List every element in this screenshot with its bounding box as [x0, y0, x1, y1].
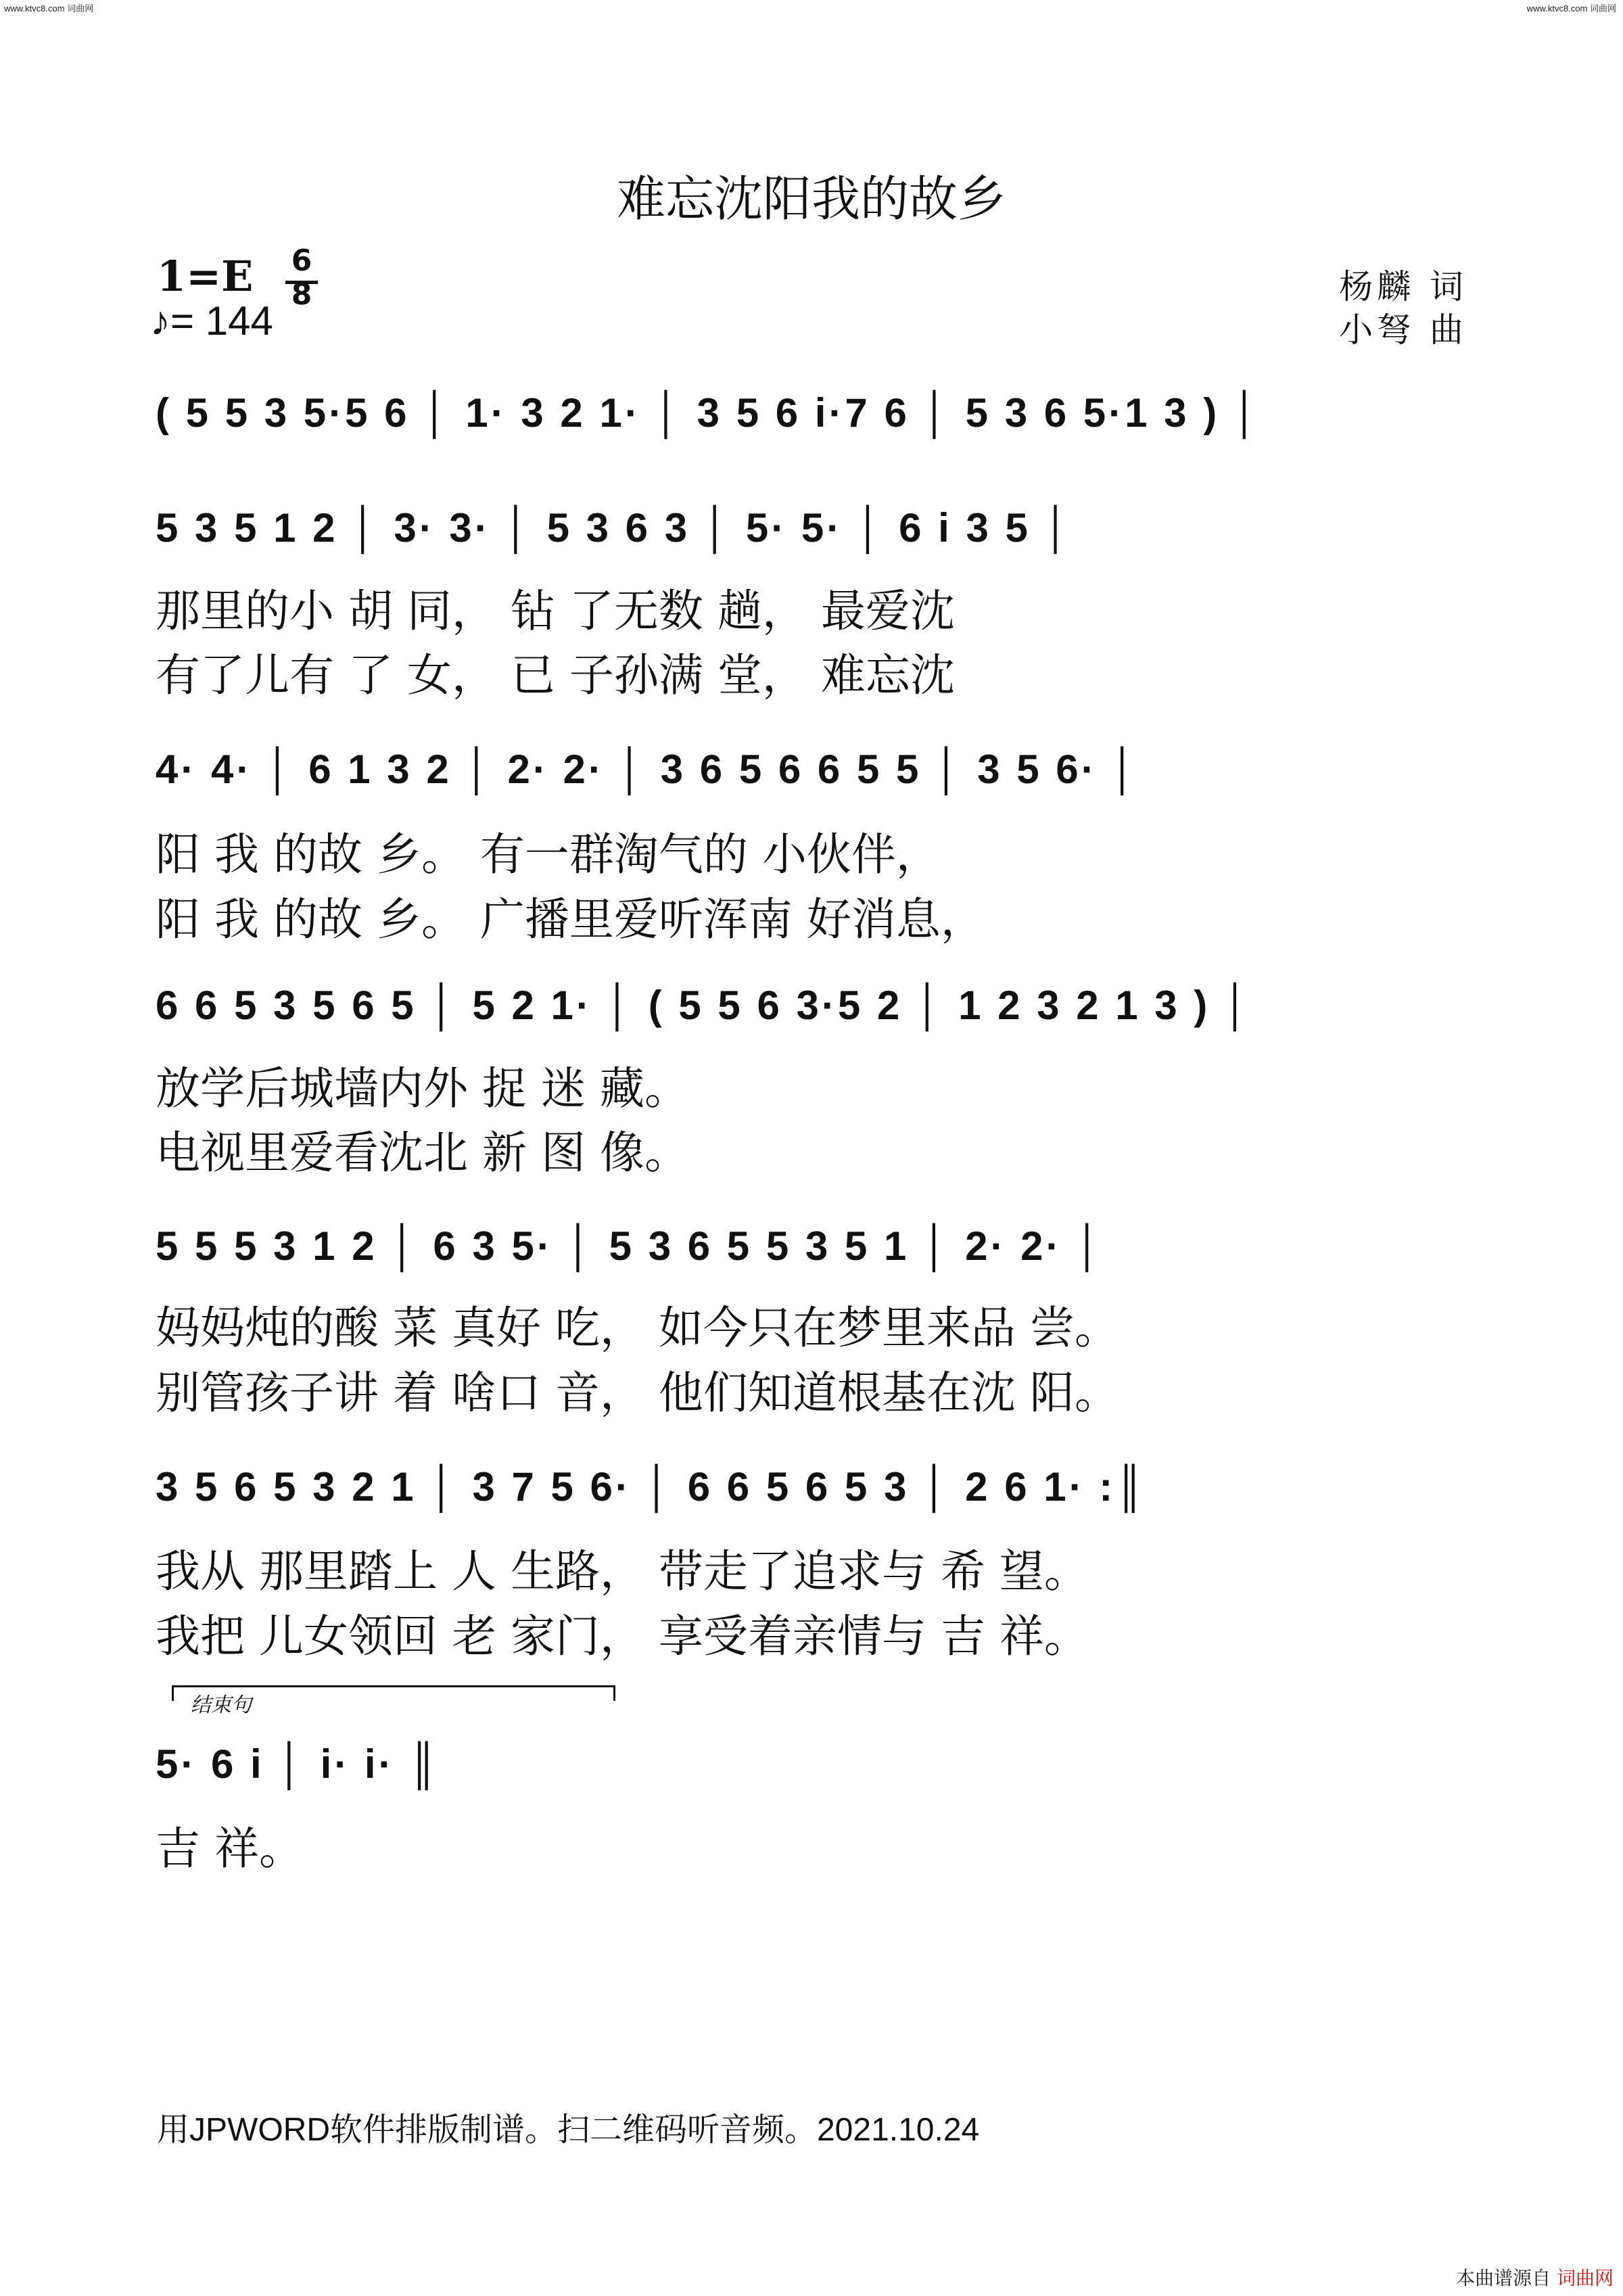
time-sig-bottom: 8	[291, 277, 312, 312]
ending-tag: 结束句	[191, 1693, 252, 1717]
notation-line-ending: 5· 6 i │ i· i· ║	[156, 1741, 440, 1787]
notation-line-1: 5 3 5 1 2 │ 3· 3· │ 5 3 6 3 │ 5· 5· │ 6 i 3 5 │	[156, 505, 1073, 550]
watermark-left-brand: 词曲网	[67, 3, 94, 14]
song-title: 难忘沈阳我的故乡	[616, 170, 1006, 227]
key-signature: 1=E	[157, 252, 254, 301]
watermark-left: www.ktvc8.com 词曲网	[4, 3, 94, 14]
notation-line-4: 5 5 5 3 1 2 │ 6 3 5· │ 5 3 6 5 5 3 5 1 │ 2· 2· │	[156, 1223, 1104, 1269]
footer-note: 用JPWORD软件排版制谱。扫二维码听音频。2021.10.24	[157, 2112, 980, 2148]
tempo-mark: ♪= 144	[150, 298, 273, 344]
notation-line-5: 3 5 6 5 3 2 1 │ 3 7 5 6· │ 6 6 5 6 5 3 │ 2 6 1· :║	[156, 1464, 1147, 1509]
watermark-right-brand: 词曲网	[1589, 3, 1616, 14]
watermark-right: www.ktvc8.com 词曲网	[1526, 3, 1616, 14]
lyric-line-3-verse-1: 放学后城墙内外 捉 迷 藏。	[156, 1062, 689, 1115]
notation-line-intro: ( 5 5 3 5·5 6 │ 1· 3 2 1· │ 3 5 6 i·7 6 │ 5 3 6 5·1 3 ) │	[156, 390, 1262, 436]
lyric-line-3-verse-2: 电视里爱看沈北 新 图 像。	[156, 1127, 689, 1179]
lyric-line-2-verse-1: 阳 我 的故 乡。 有一群淘气的 小伙伴，	[156, 828, 941, 881]
lyric-line-1-verse-2: 有了儿有 了 女， 已 子孙满 堂， 难忘沈	[156, 649, 955, 701]
lyricist-credit: 杨麟 词	[1339, 267, 1467, 306]
lyric-line-2-verse-2: 阳 我 的故 乡。 广播里爱听浑南 好消息，	[156, 893, 985, 945]
source-brand: 词曲网	[1556, 2267, 1614, 2289]
source-watermark: 本曲谱源自 词曲网	[1456, 2267, 1614, 2289]
lyric-line-5-verse-1: 我从 那里踏上 人 生路， 带走了追求与 希 望。	[156, 1545, 1089, 1597]
notation-line-2: 4· 4· │ 6 1 3 2 │ 2· 2· │ 3 6 5 6 6 5 5 │ 3 5 6· │	[156, 747, 1139, 792]
lyric-line-4-verse-2: 别管孩子讲 着 啥口 音， 他们知道根基在沈 阳。	[156, 1367, 1119, 1419]
time-sig-top: 6	[291, 243, 312, 278]
lyric-line-ending: 吉 祥。	[156, 1823, 304, 1875]
lyric-line-5-verse-2: 我把 儿女领回 老 家门， 享受着亲情与 吉 祥。	[156, 1610, 1089, 1662]
notation-line-3: 6 6 5 3 5 6 5 │ 5 2 1· │ ( 5 5 6 3·5 2 │ 1 2 3 2 1 3 ) │	[156, 983, 1252, 1028]
lyric-line-4-verse-1: 妈妈炖的酸 菜 真好 吃， 如今只在梦里来品 尝。	[156, 1302, 1119, 1354]
lyric-line-1-verse-1: 那里的小 胡 同， 钻 了无数 趟， 最爱沈	[156, 585, 955, 637]
composer-credit: 小弩 曲	[1339, 310, 1467, 350]
